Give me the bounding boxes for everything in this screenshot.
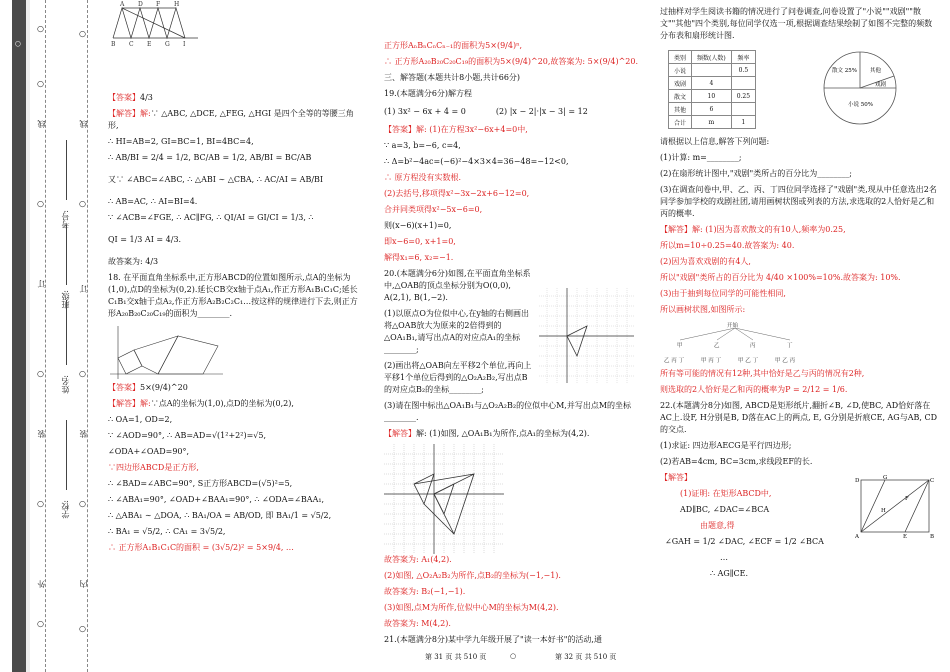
table-cell [731, 77, 755, 90]
table-row [669, 103, 756, 116]
outer-line-label: 线 [37, 120, 46, 128]
fig22-label-d: D [855, 478, 860, 484]
answer19-line: (2)去括号,移项得x²−3x−2x+6−12=0, [384, 189, 530, 198]
column-1 [108, 0, 363, 650]
answer21-line: 所以"戏剧"类所占的百分比为 4/40 ×100%=10%.故答案为: 10%. [660, 273, 901, 282]
table-cell: 4 [692, 77, 732, 90]
answer19-line: 解得x₁=6, x₂=−1. [384, 253, 454, 262]
table-header: 类别 [669, 51, 692, 64]
name-underline[interactable] [66, 300, 67, 365]
analysis18-line: ∵四边形ABCD是正方形, [108, 463, 199, 472]
fold-line-outer [45, 0, 46, 672]
answer19-line: 则(x−6)(x+1)=0, [384, 221, 452, 230]
fig22-label-b: B [930, 534, 935, 539]
outer-circle-3: ○ [36, 200, 45, 209]
table-cell [731, 103, 755, 116]
fold-line-inner [87, 0, 88, 672]
q22-rectangle-figure [855, 474, 935, 539]
triangles-figure [108, 0, 208, 50]
q21-part-1: (1)计算: m=________; [660, 153, 742, 162]
table-cell: 戏剧 [669, 77, 692, 90]
pie-label-drama: 戏剧 [875, 82, 887, 88]
tree-node-d: 丁 [787, 343, 793, 349]
column-3 [660, 0, 940, 650]
question-18: 18. 在平面直角坐标系中,正方形ABCD的位置如图所示,点A的坐标为(1,0),点D的坐标为(0,2).延长CB交x轴于点A₁,作正方形A₁B₁C₁C;延长C₁B₁交x轴于点A₂,作正方形A₂B₂C₂C₁…按这样的规律进行下去,则正方形A₂₀B₂₀C₂₀C₁₉的面积为________. [108, 273, 358, 318]
analysis18-line: ∴ ∠BAD=∠ABC=90°, S正方形ABCD=(√5)²=5, [108, 479, 293, 488]
outer-circle-1: ○ [36, 25, 45, 34]
answer20-line: (3)如图,点M为所作,位似中心M的坐标为M(4,2). [384, 603, 559, 612]
table-cell: 小说 [669, 64, 692, 77]
answer19-line: 合并同类项得x²−5x−6=0, [384, 205, 483, 214]
fig22-label-f: F [905, 496, 909, 502]
fig-label-a: A [120, 1, 125, 8]
table-cell: 合计 [669, 116, 692, 129]
q22-part-2: (2)若AB=4cm, BC=3cm,求线段EF的长. [660, 457, 813, 466]
table-row [669, 77, 756, 90]
answer22-line: … [720, 553, 728, 562]
answer22-line: ∠GAH = 1/2 ∠DAC, ∠ECF = 1/2 ∠BCA [665, 537, 824, 546]
table-cell [692, 64, 732, 77]
analysis-label: 【解答】解: [108, 109, 151, 118]
school-underline[interactable] [66, 420, 67, 490]
analysis-line: ∵ ∠ACB=∠FGE, ∴ AC∥FG, ∴ QI/AI = GI/CI = 1/3, ∴ [108, 213, 314, 222]
binding-strip-inner [26, 0, 30, 672]
table-header-row [669, 51, 756, 64]
answer20-line: (2)如图, △O₂A₂B₂为所作,点B₂的坐标为(−1,−1). [384, 571, 561, 580]
answer19-line: 解: (1)在方程3x²−6x+4=0中, [416, 125, 528, 134]
outer-bind-label: 装 [37, 430, 46, 438]
class-underline[interactable] [66, 225, 67, 285]
answer19-line: 即x−6=0, x+1=0, [384, 237, 456, 246]
analysis18-line: ∴ 正方形A₁B₁C₁C的面积 = (3√5/2)² = 5×9/4, … [108, 543, 294, 552]
question-lead: 请根据以上信息,解答下列问题: [660, 137, 770, 146]
tree-leaves-c: 甲 乙 丁 [738, 358, 758, 364]
tree-diagram [660, 320, 810, 368]
answer22-line: ∴ AG∥CE. [710, 569, 748, 578]
analysis-line: ∴ AB=AC, ∴ AI=BI=4. [108, 197, 198, 206]
answer21-line: 所以m=10÷0.25=40.故答案为: 40. [660, 241, 795, 250]
binding-strip [12, 0, 26, 672]
outer-circle-5: ○ [36, 500, 45, 509]
q19-eq2: (2) |x − 2|·|x − 3| = 12 [495, 107, 588, 116]
table-cell: 0.5 [731, 64, 755, 77]
answer18-label: 【答案】 [108, 383, 140, 392]
analysis18-line: ∴ OA=1, OD=2, [108, 415, 173, 424]
table-cell: 散文 [669, 90, 692, 103]
answer-label: 【答案】 [108, 93, 140, 102]
inner-line-label: 线 [79, 120, 88, 128]
question-21: 21.(本题满分8分)某中学九年级开展了"读一本好书"的活动,通 [384, 635, 602, 644]
fig-label-d: D [138, 1, 143, 8]
fig-label-h: H [174, 1, 180, 8]
analysis-line: 故答案为: 4/3 [108, 257, 159, 266]
answer21-end: 则选取的2人恰好是乙和丙的概率为P = 2/12 = 1/6. [660, 385, 848, 394]
question-22: 22.(本题满分8分)如图, ABCD是矩形纸片,翻折∠B, ∠D,使BC, AD恰好落在AC上.设F, H分别是B, D落在AC上的两点, E, G分别是折痕CE, AG与AB, CD的交点. [660, 401, 937, 434]
fig-label-b: B [111, 41, 116, 48]
fig22-label-e: E [903, 534, 908, 539]
fig22-label-c: C [930, 478, 935, 484]
fig-label-i: I [183, 41, 186, 48]
analysis18-line: ∠ODA+∠OAD=90°, [108, 447, 190, 456]
tree-leaves-b: 甲 丙 丁 [701, 358, 721, 364]
answer19-line: ∵ a=3, b=−6, c=4, [384, 141, 461, 150]
table-header: 频率 [731, 51, 755, 64]
q20-part-2: (2)画出将△OAB向左平移2个单位,再向上平移1个单位后得到的△O₂A₂B₂,写出点B的对应点B₂的坐标________; [384, 361, 532, 394]
q19-eq1: (1) 3x² − 6x + 4 = 0 [384, 107, 466, 116]
frequency-table [668, 50, 756, 129]
tree-leaves-d: 甲 乙 丙 [775, 358, 795, 364]
q20-part-1: (1)以原点O为位似中心,在y轴的右侧画出将△OAB放大为原来的2倍得到的△OA₁B₁,请写出点A的对应点A₁的坐标________; [384, 309, 529, 354]
page-number-left: 第 31 页 共 510 页 [425, 653, 487, 661]
binding-margin [0, 0, 97, 672]
inner-label: 内 [79, 580, 88, 588]
outer-fix-label: 订 [37, 280, 46, 288]
answer21-line: 所以画树状图,如图所示: [660, 305, 746, 314]
tree-node-b: 乙 [714, 343, 720, 349]
inner-circle-2: ○ [78, 200, 87, 209]
q21-intro: 过抽样对学生阅读书籍的情况进行了问卷调查,问卷设置了"小说""戏剧""散文""其他"四个类别,每位同学仅选一项,根据调查结果绘制了如图不完整的频数分布表和扇形统计图. [660, 7, 933, 40]
answer20-label: 【解答】 [384, 429, 416, 438]
answer19-label: 【答案】 [384, 125, 416, 134]
answer22-line: 由题意,得 [700, 521, 735, 530]
answer22-line: AD∥BC, ∠DAC=∠BCA [680, 505, 770, 514]
q20-answer-figure [384, 444, 504, 554]
footer-circle: ○ [510, 652, 517, 660]
answer-value: 4/3 [140, 93, 153, 102]
tree-node-a: 甲 [677, 343, 683, 349]
inner-circle-1: ○ [78, 30, 87, 39]
tree-leaves-a: 乙 丙 丁 [664, 358, 684, 364]
tree-node-c: 丙 [750, 343, 756, 349]
fig-label-f: F [156, 1, 161, 8]
inner-circle-5: ○ [78, 625, 87, 634]
answer21-line: 解: (1)因为喜欢散文的有10人,频率为0.25, [692, 225, 846, 234]
answer19-line: ∴ 原方程没有实数根. [384, 173, 462, 182]
pie-label-other: 其他 [870, 68, 882, 74]
answer21-line: (3)由于抽到每位同学的可能性相同, [660, 289, 786, 298]
tree-root: 开始 [727, 323, 739, 329]
analysis18-line: ∵点A的坐标为(1,0),点D的坐标为(0,2), [150, 399, 294, 408]
analysis-line: QI = 1/3 AI = 4/3. [108, 235, 182, 244]
answer21-label: 【解答】 [660, 225, 692, 234]
table-row [669, 116, 756, 129]
answer21-end: 所有等可能的情况有12种,其中恰好是乙与丙的情况有2种, [660, 369, 865, 378]
answer22-label: 【解答】 [660, 473, 692, 482]
q20-part-3: (3)请在图中标出△OA₁B₁与△O₂A₂B₂的位似中心M,并写出点M的坐标________. [384, 401, 632, 422]
inner-bind-label: 装 [79, 430, 88, 438]
page-number-right: 第 32 页 共 510 页 [555, 653, 617, 661]
school-field-label: 学校: [61, 500, 70, 519]
name-field-label: 姓名: [61, 375, 70, 394]
pie-chart [820, 48, 900, 128]
id-field-label: 考号: [61, 210, 70, 229]
analysis18-line: ∴ BA₁ = √5/2, ∴ CA₁ = 3√5/2, [108, 527, 226, 536]
table-cell: 其他 [669, 103, 692, 116]
table-cell: 1 [731, 116, 755, 129]
fig-label-e: E [147, 41, 152, 48]
answer20-line: 故答案为: A₁(4,2). [384, 555, 452, 564]
id-underline[interactable] [66, 140, 67, 200]
answer20-line: 故答案为: B₂(−1,−1). [384, 587, 466, 596]
outer-circle-6: ○ [36, 620, 45, 629]
question-20: 20.(本题满分6分)如图,在平面直角坐标系中,△OAB的顶点坐标分别为O(0,0), A(2,1), B(1,−2). [384, 269, 531, 302]
squares-figure [108, 324, 228, 382]
q21-part-2: (2)在扇形统计图中,"戏剧"类所占的百分比为________; [660, 169, 852, 178]
analysis18-line: ∴ △ABA₁ ∼ △DOA, ∴ BA₁/OA = AB/OD, 即 BA₁/1 = √5/2, [108, 511, 332, 520]
table-row [669, 90, 756, 103]
outer-circle-2: ○ [36, 80, 45, 89]
col2-line1: 正方形AₙBₙCₙCₙ₋₁的面积为5×(9/4)ⁿ, [384, 41, 523, 50]
fig22-label-h: H [881, 508, 886, 514]
answer22-line: (1)证明: 在矩形ABCD中, [680, 489, 772, 498]
outer-label: 外 [37, 580, 46, 588]
answer20-head: 解: (1)如图, △OA₁B₁为所作,点A₁的坐标为(4,2). [416, 429, 590, 438]
analysis-line: ∴ HI=AB=2, GI=BC=1, BI=4BC=4, [108, 137, 254, 146]
table-cell: 6 [692, 103, 732, 116]
question-19: 19.(本题满分6分)解方程 [384, 89, 473, 98]
section-3-title: 三、解答题(本题共计8小题,共计66分) [384, 73, 521, 82]
inner-fix-label: 订 [79, 285, 88, 293]
class-field-label: 班级: [61, 290, 70, 309]
table-header: 频数(人数) [692, 51, 732, 64]
pie-label-prose: 散文 25% [832, 68, 857, 74]
table-row [669, 64, 756, 77]
answer21-line: (2)因为喜欢戏剧的有4人, [660, 257, 751, 266]
fig22-label-a: A [855, 534, 859, 539]
answer19-line: ∴ Δ=b²−4ac=(−6)²−4×3×4=36−48=−12<0, [384, 157, 569, 166]
answer18-value: 5×(9/4)^20 [140, 383, 188, 392]
table-cell: 10 [692, 90, 732, 103]
fig22-label-g: G [883, 475, 888, 481]
analysis-line: ∵ △ABC, △DCE, △FEG, △HGI 是四个全等的等腰三角形, [108, 109, 354, 130]
col2-line2: ∴ 正方形A₂₀B₂₀C₂₀C₁₉的面积为5×(9/4)^20,故答案为: 5×(9/4)^20. [384, 57, 639, 66]
q20-grid-figure [539, 288, 634, 383]
analysis18-line: ∵ ∠AOD=90°, ∴ AB=AD=√(1²+2²)=√5, [108, 431, 267, 440]
page-footer [0, 652, 950, 668]
analysis18-label: 【解答】解: [108, 399, 151, 408]
inner-circle-4: ○ [78, 500, 87, 509]
table-cell: 0.25 [731, 90, 755, 103]
q22-part-1: (1)求证: 四边形AECG是平行四边形; [660, 441, 792, 450]
pie-label-novel: 小说 50% [848, 102, 873, 108]
analysis-line: ∴ AB/BI = 2/4 = 1/2, BC/AB = 1/2, AB/BI = BC/AB [108, 153, 312, 162]
inner-circle-3: ○ [78, 370, 87, 379]
outer-circle-4: ○ [36, 370, 45, 379]
fig-label-c: C [129, 41, 134, 48]
answer20-line: 故答案为: M(4,2). [384, 619, 451, 628]
analysis18-line: ∴ ∠ABA₁=90°, ∠OAD+∠BAA₁=90°, ∴ ∠ODA=∠BAA₁, [108, 495, 325, 504]
strip-circle-1: ○ [14, 40, 22, 48]
analysis-line: 又∵ ∠ABC=∠ABC, ∴ △ABI ∼ △CBA, ∴ AC/AI = AB/BI [108, 175, 324, 184]
q21-part-3: (3)在调查问卷中,甲、乙、丙、丁四位同学选择了"戏剧"类,现从中任意选出2名同学参加学校的戏剧社团,请用画树状图或列表的方法,求选取的2人恰好是乙和丙的概率. [660, 185, 937, 218]
fig-label-g: G [165, 41, 170, 48]
table-cell: m [692, 116, 732, 129]
column-2 [384, 0, 639, 650]
